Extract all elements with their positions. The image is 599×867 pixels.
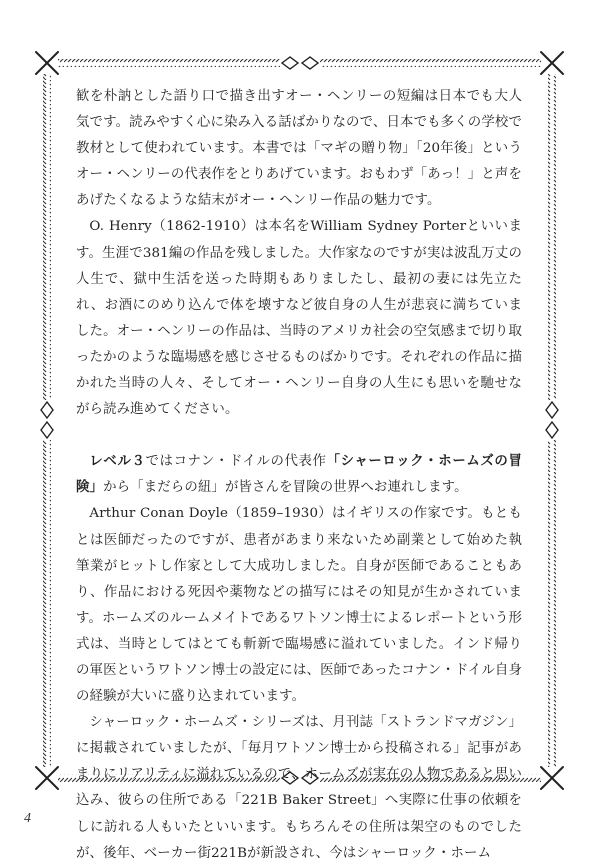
- page-number: 4: [24, 811, 31, 826]
- paragraph-o-henry-intro: 歓を朴訥とした語り口で描き出すオー・ヘンリーの短編は日本でも大人気です。読みやすく心に染み入る話ばかりなので、日本でも多くの学校で教材として使われています。本書では「マギの贈り物」「20年後」というオー・ヘンリーの代表作をとりあげています。おもわず「あっ！」と声をあげたくなるような結末がオー・ヘンリー作品の魅力です。: [76, 89, 522, 209]
- knot-ornament-top: [280, 56, 320, 70]
- corner-ornament-bottom-right: [541, 767, 563, 789]
- paragraph-sherlock-series: シャーロック・ホームズ・シリーズは、月刊誌「ストランドマガジン」に掲載されていましたが、「毎月ワトソン博士から投稿される」記事があまりにリアリティに溢れているので、ホームズが実在の人物であると思い込み、彼らの住所である「221B Baker Street」へ実際に仕事の依頼をしに訪れる人もいたといいます。もちろんその住所は架空のものでしたが、後年、ベーカー街221Bが新設され、今はシャーロック・ホーム: [76, 715, 522, 861]
- knot-ornament-right: [545, 400, 559, 440]
- corner-ornament-top-left: [36, 52, 58, 74]
- level-3-label: レベル３: [89, 454, 146, 470]
- paragraph-o-henry-bio: O. Henry（1862-1910）は本名をWilliam Sydney Porterといいます。生涯で381編の作品を残しました。大作家なのですが実は波乱万丈の人生で、獄中生活を送った時期もありましたし、最初の妻には先立たれ、お酒にのめり込んで体を壊すなど彼自身の人生が悲哀に満ちていました。オー・ヘンリーの作品は、当時のアメリカ社会の空気感まで切り取ったかのような臨場感を感じさせるものばかりです。それぞれの作品に描かれた当時の人々、そしてオー・ヘンリー自身の人生にも思いを馳せながら読み進めてください。: [76, 219, 522, 418]
- paragraph-gap: [76, 423, 522, 449]
- level3-text: ではコナン・ドイルの代表作: [145, 454, 327, 470]
- corner-ornament-top-right: [541, 52, 563, 74]
- paragraph-level3-intro: [76, 449, 522, 501]
- level3-rest: から「まだらの紐」が皆さんを冒険の世界へお連れします。: [103, 480, 468, 496]
- corner-ornament-bottom-left: [36, 767, 58, 789]
- paragraph-conan-doyle-bio: Arthur Conan Doyle（1859–1930）はイギリスの作家です。もともとは医師だったのですが、患者があまり来ないため副業として始めた執筆業がヒットし作家として大成功しました。自身が医師であることもあり、作品における死因や薬物などの描写にはその知見が生かされています。ホームズのルームメイトであるワトソン博士によるレポートという形式は、当時としてはとても斬新で臨場感に溢れていました。インド帰りの軍医というワトソン博士の設定には、医師であったコナン・ドイル自身の経験が大いに盛り込まれています。: [76, 506, 522, 705]
- sherlock-title: 「シャーロック・ホームズの冒険」: [76, 454, 522, 496]
- knot-ornament-left: [40, 400, 54, 440]
- body-text: [76, 84, 522, 867]
